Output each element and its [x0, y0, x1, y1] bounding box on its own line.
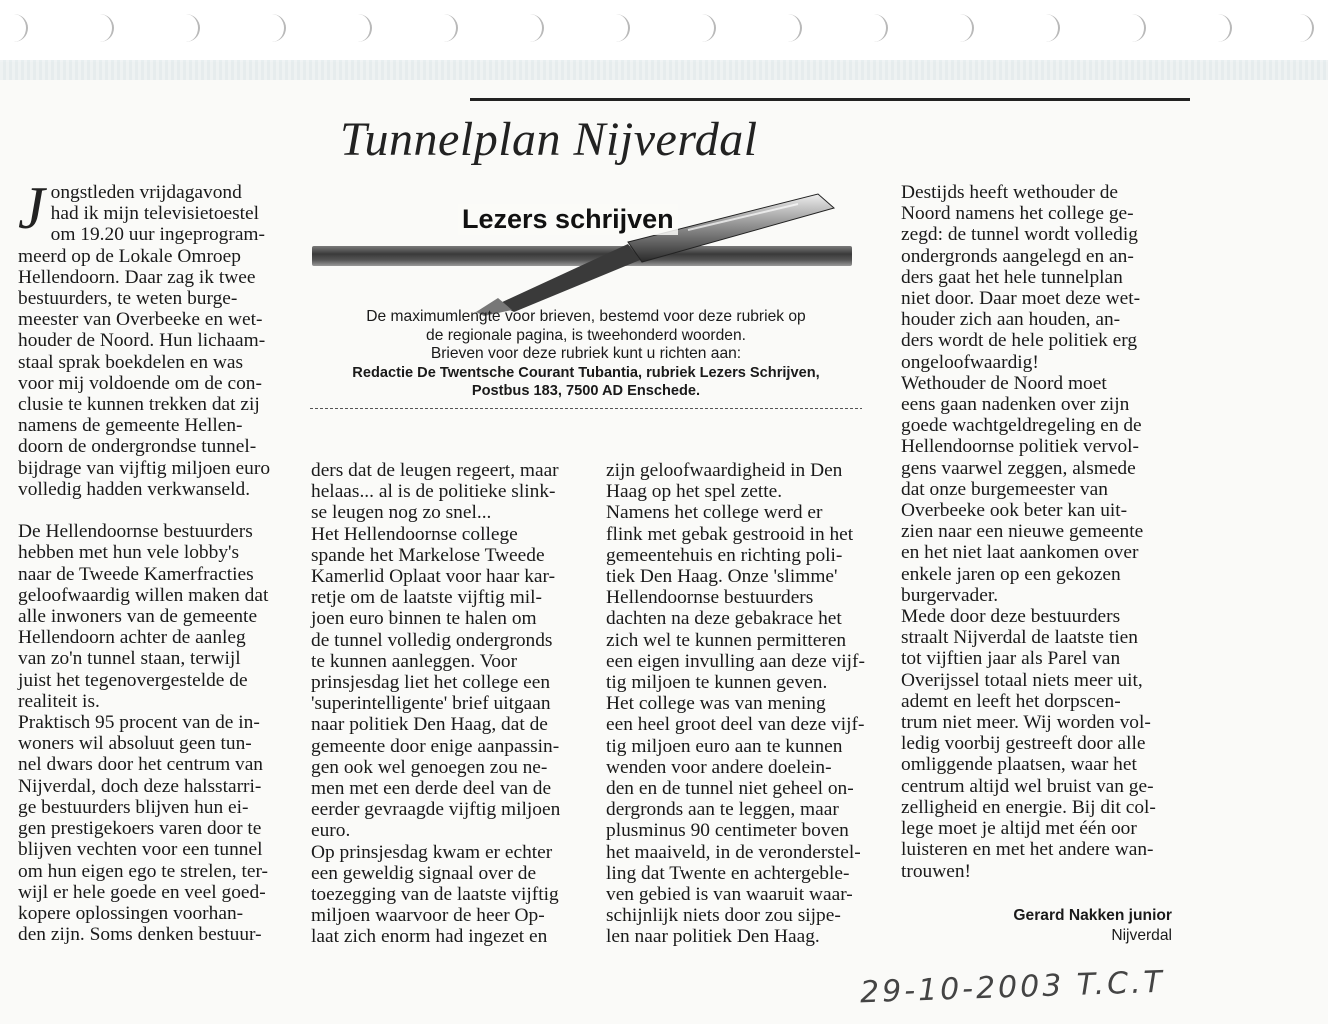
- binder-hole: [958, 14, 974, 42]
- handwritten-date-note: 29-10-2003 T.C.T: [859, 964, 1166, 1011]
- binder-hole: [700, 14, 716, 42]
- binder-hole: [1298, 14, 1314, 42]
- box-intro: [308, 308, 864, 400]
- binder-hole: [1216, 14, 1232, 42]
- box-intro-text: De maximumlengte voor brieven, bestemd voor deze rubriek op de regionale pagina, is tweehonderd woorden. Brieven voor deze rubriek kunt u richten aan:: [366, 308, 806, 362]
- author-name: Gerard Nakken junior: [1013, 907, 1172, 924]
- binder-strip: [0, 0, 1328, 62]
- lezers-schrijven-box: [308, 186, 864, 412]
- article-column-2: ders dat de leugen regeert, maar helaas... al is de politieke slink- se leugen nog zo snel... Het Hellendoornse college spande het Markelose Tweede Kamerlid Oplaat voor haar kar- retje om de laatste vijftig mil- joen euro binnen te halen om de tunnel volledig ondergronds te kunnen aanleggen. Voor prinsjesdag liet het college een 'superintelligente' brief uitgaan naar politiek Den Haag, dat de gemeente door enige aanpassin- gen ook wel genoegen zou ne- men met een derde deel van de eerder gevraagde vijftig miljoen euro. Op prinsjesdag kwam er echter een geweldig signaal over de toezegging van de laatste vijftig miljoen waarvoor de heer Op- laat zich enorm had ingezet en: [311, 460, 561, 948]
- author-place: Nijverdal: [1111, 927, 1172, 944]
- column-1-text: ongstleden vrijdagavond had ik mijn televisietoestel om 19.20 uur ingeprogram- meerd op de Lokale Omroep Hellendoorn. Daar zag ik twee bestuurders, te weten burge- meester van Overbeeke en wet- houder de Noord. Hun lichaam- staal sprak boekdelen en was voor mij voldoende om de con- clusie te kunnen trekken dat zij namens de gemeente Hellen- doorn de ondergrondse tunnel- bijdrage van vijftig miljoen euro volledig hadden verkwanseld. De Hellendoornse bestuurders hebben met hun vele lobby's naar de Tweede Kamerfracties geloofwaardig willen maken dat alle inwoners van de gemeente Hellendoorn achter de aanleg van zo'n tunnel staan, terwijl juist het tegenovergestelde de realiteit is. Praktisch 95 procent van de in- woners wil absoluut geen tun- nel dwars door het centrum van Nijverdal, doch deze halsstarri- ge bestuurders blijven hun ei- gen prestigekoers varen door te blijven vechten voor een tunnel om hun eigen ego te strelen, ter- wijl er hele goede en veel goed- kopere oplossingen voorhan- den zijn. Soms denken bestuur-: [18, 182, 271, 946]
- binder-hole: [786, 14, 802, 42]
- article-column-1: [18, 175, 288, 946]
- headline-rule: [470, 98, 1190, 101]
- article-column-3: zijn geloofwaardigheid in Den Haag op het spel zette. Namens het college werd er flink met gebak gestrooid in het gemeentehuis en richting poli- tiek Den Haag. Onze 'slimme' Hellendoornse bestuurders dachten na deze gebakrace het zich wel te kunnen permitteren een eigen invulling aan deze vijf- tig miljoen te kunnen geven. Het college was van mening een heel groot deel van deze vijf- tig miljoen euro aan te kunnen wenden voor andere doelein- den en de tunnel niet geheel on- dergronds aan te leggen, maar plusminus 90 centimeter boven het maaiveld, in de veronderstel- ling dat Twente en achtergeble- ven gebied is van waaruit waar- schijnlijk niets door zou sijpe- len naar politiek Den Haag.: [606, 460, 865, 948]
- binder-hole: [872, 14, 888, 42]
- binder-hole: [528, 14, 544, 42]
- article-column-4: Destijds heeft wethouder de Noord namens het college ge- zegd: de tunnel wordt volledig ondergronds aangelegd en an- ders gaat het hele tunnelplan niet door. Daar moet deze wet- houder zich aan houden, an- ders wordt de hele politiek erg ongeloofwaardig! Wethouder de Noord moet eens gaan nadenken over zijn goede wachtgeldregeling en de Hellendoornse politiek vervol- gens vaarwel zeggen, alsmede dat onze burgemeester van Overbeeke ook beter kan uit- zien naar een nieuwe gemeente en het niet laat aankomen over enkele jaren op een gekozen burgervader. Mede door deze bestuurders straalt Nijverdal de laatste tien tot vijftien jaar als Parel van Overijssel totaal niets meer uit, ademt en leeft het dorpscen- trum niet meer. Wij worden vol- ledig voorbij gestreeft door alle omliggende plaatsen, waar het centrum altijd wel bruist van ge- zelligheid en energie. Bij dit col- lege moet je altijd met één oor luisteren en met het andere wan- trouwen!: [901, 182, 1156, 882]
- binder-hole: [356, 14, 372, 42]
- binder-hole: [184, 14, 200, 42]
- box-dotted-rule: [310, 408, 862, 409]
- box-address: Redactie De Twentsche Courant Tubantia, rubriek Lezers Schrijven, Postbus 183, 7500 AD Enschede.: [352, 364, 820, 399]
- article-headline: Tunnelplan Nijverdal: [340, 113, 758, 166]
- drop-cap: J: [18, 175, 45, 241]
- binder-edge: [0, 60, 1328, 80]
- binder-hole: [442, 14, 458, 42]
- signature: [940, 906, 1172, 946]
- binder-hole: [270, 14, 286, 42]
- binder-hole: [1130, 14, 1146, 42]
- box-title: Lezers schrijven: [458, 204, 678, 235]
- binder-hole: [98, 14, 114, 42]
- binder-hole: [1044, 14, 1060, 42]
- binder-hole: [12, 14, 28, 42]
- binder-hole: [614, 14, 630, 42]
